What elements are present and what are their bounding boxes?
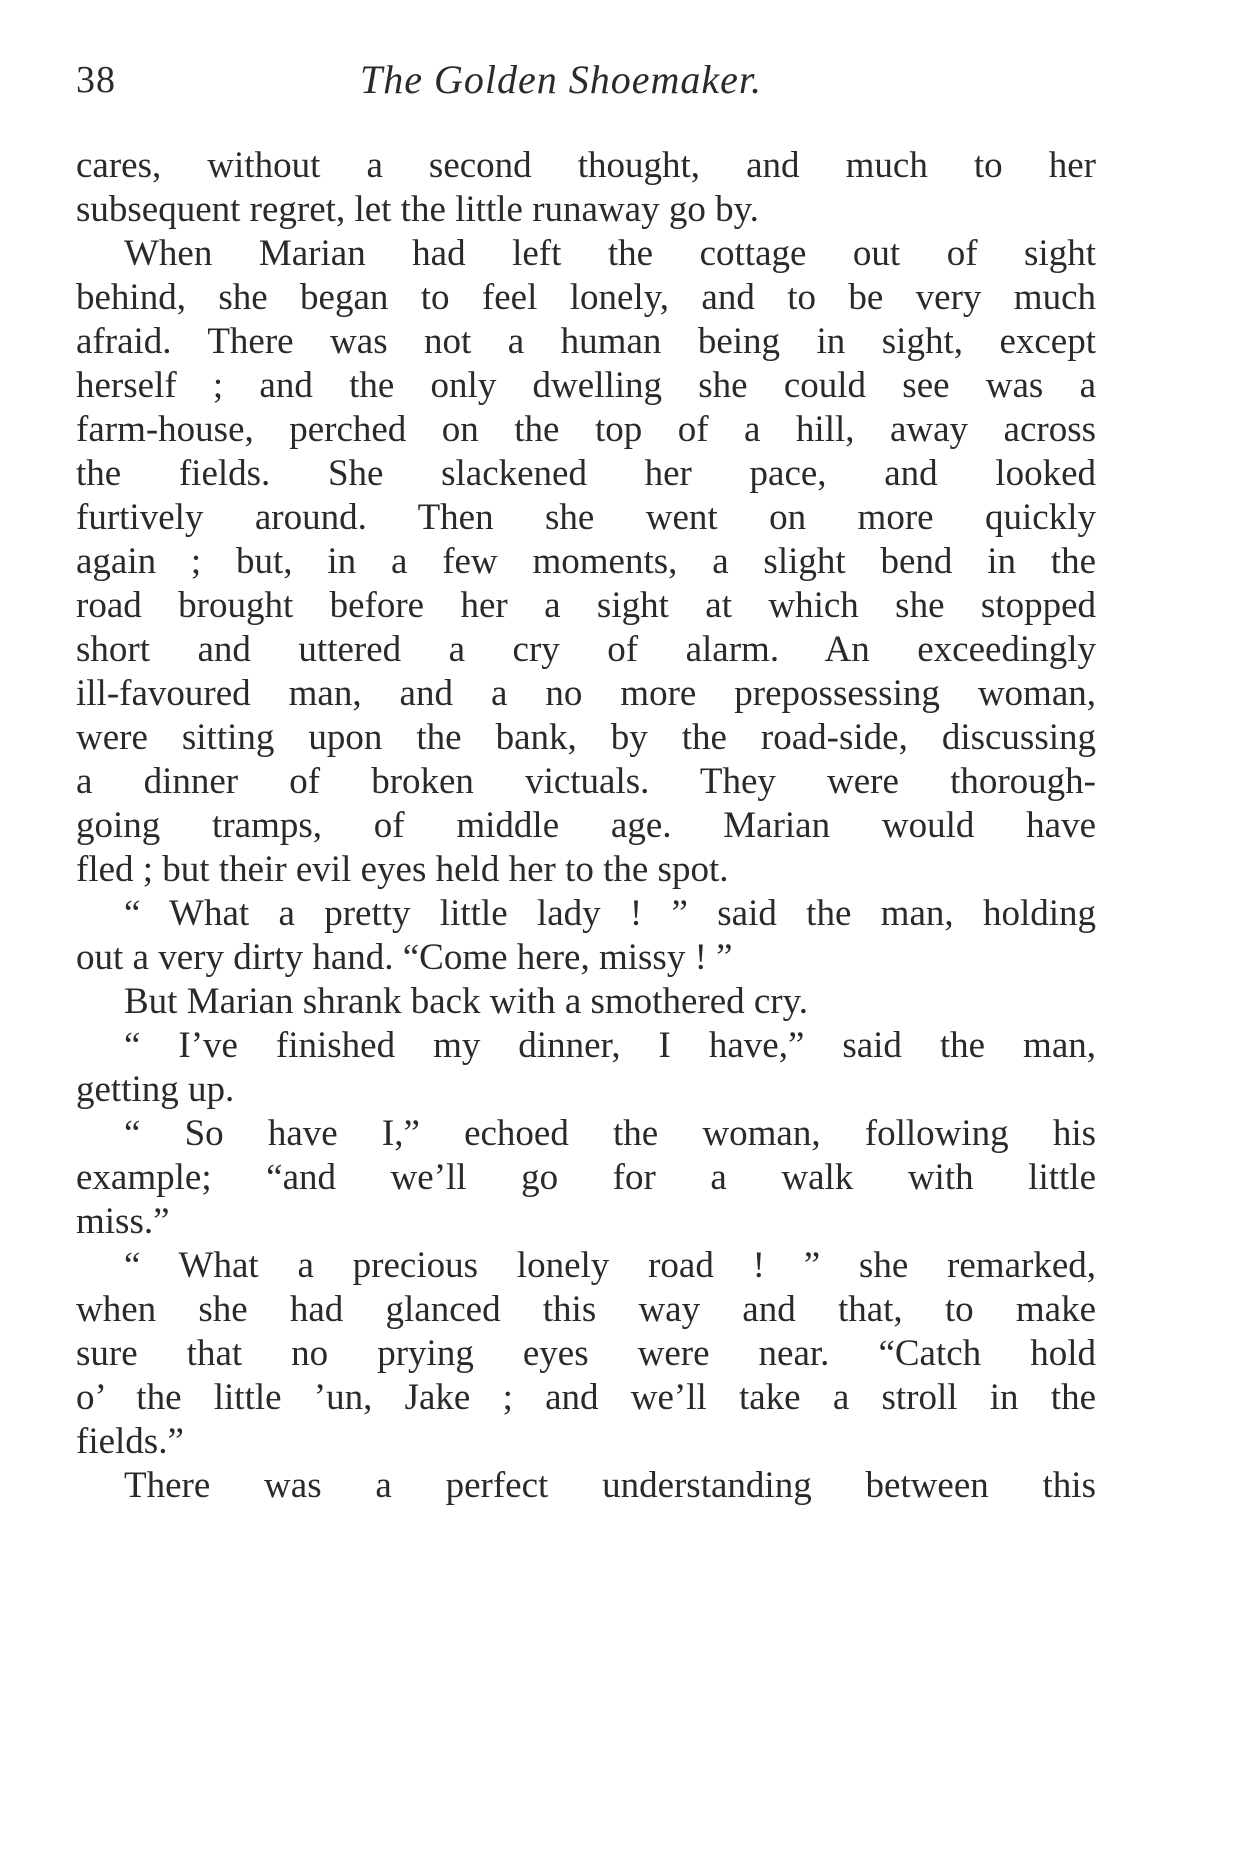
text-line: “ So have I,” echoed the woman, following his bbox=[124, 1113, 1096, 1154]
text-line: example; “and we’ll go for a walk with little bbox=[76, 1157, 1096, 1198]
text-line: fields.” bbox=[76, 1421, 184, 1462]
text-line: sure that no prying eyes were near. “Catch hold bbox=[76, 1333, 1096, 1374]
text-line: But Marian shrank back with a smothered cry. bbox=[124, 981, 808, 1022]
text-line: road brought before her a sight at which she stopped bbox=[76, 585, 1096, 626]
text-line: When Marian had left the cottage out of sight bbox=[124, 233, 1096, 274]
text-line: when she had glanced this way and that, to make bbox=[76, 1289, 1096, 1330]
text-line: o’ the little ’un, Jake ; and we’ll take a stroll in the bbox=[76, 1377, 1096, 1418]
running-title: The Golden Shoemaker. bbox=[360, 57, 763, 102]
text-line: furtively around. Then she went on more quickly bbox=[76, 497, 1096, 538]
text-line: cares, without a second thought, and much to her bbox=[76, 145, 1096, 186]
text-line: herself ; and the only dwelling she could see was a bbox=[76, 365, 1096, 406]
text-line: “ What a precious lonely road ! ” she remarked, bbox=[124, 1245, 1096, 1286]
text-line: again ; but, in a few moments, a slight bend in the bbox=[76, 541, 1096, 582]
text-line: going tramps, of middle age. Marian would have bbox=[76, 805, 1096, 846]
text-line: There was a perfect understanding between this bbox=[124, 1465, 1096, 1506]
text-line: afraid. There was not a human being in sight, except bbox=[76, 321, 1096, 362]
text-line: “ What a pretty little lady ! ” said the man, holding bbox=[124, 893, 1096, 934]
text-line: subsequent regret, let the little runaway go by. bbox=[76, 189, 759, 230]
text-line: getting up. bbox=[76, 1069, 235, 1110]
text-line: ill-favoured man, and a no more prepossessing woman, bbox=[76, 673, 1096, 714]
text-line: fled ; but their evil eyes held her to the spot. bbox=[76, 849, 729, 890]
text-line: were sitting upon the bank, by the road-side, discussing bbox=[76, 717, 1096, 758]
text-line: a dinner of broken victuals. They were thorough- bbox=[76, 761, 1096, 802]
text-line: short and uttered a cry of alarm. An exceedingly bbox=[76, 629, 1096, 670]
text-line: miss.” bbox=[76, 1201, 170, 1242]
text-line: farm-house, perched on the top of a hill, away across bbox=[76, 409, 1096, 450]
text-line: the fields. She slackened her pace, and looked bbox=[76, 453, 1096, 494]
page-number: 38 bbox=[76, 59, 116, 101]
text-line: out a very dirty hand. “Come here, missy ! ” bbox=[76, 937, 733, 978]
text-line: “ I’ve finished my dinner, I have,” said the man, bbox=[124, 1025, 1096, 1066]
text-line: behind, she began to feel lonely, and to be very much bbox=[76, 277, 1096, 318]
